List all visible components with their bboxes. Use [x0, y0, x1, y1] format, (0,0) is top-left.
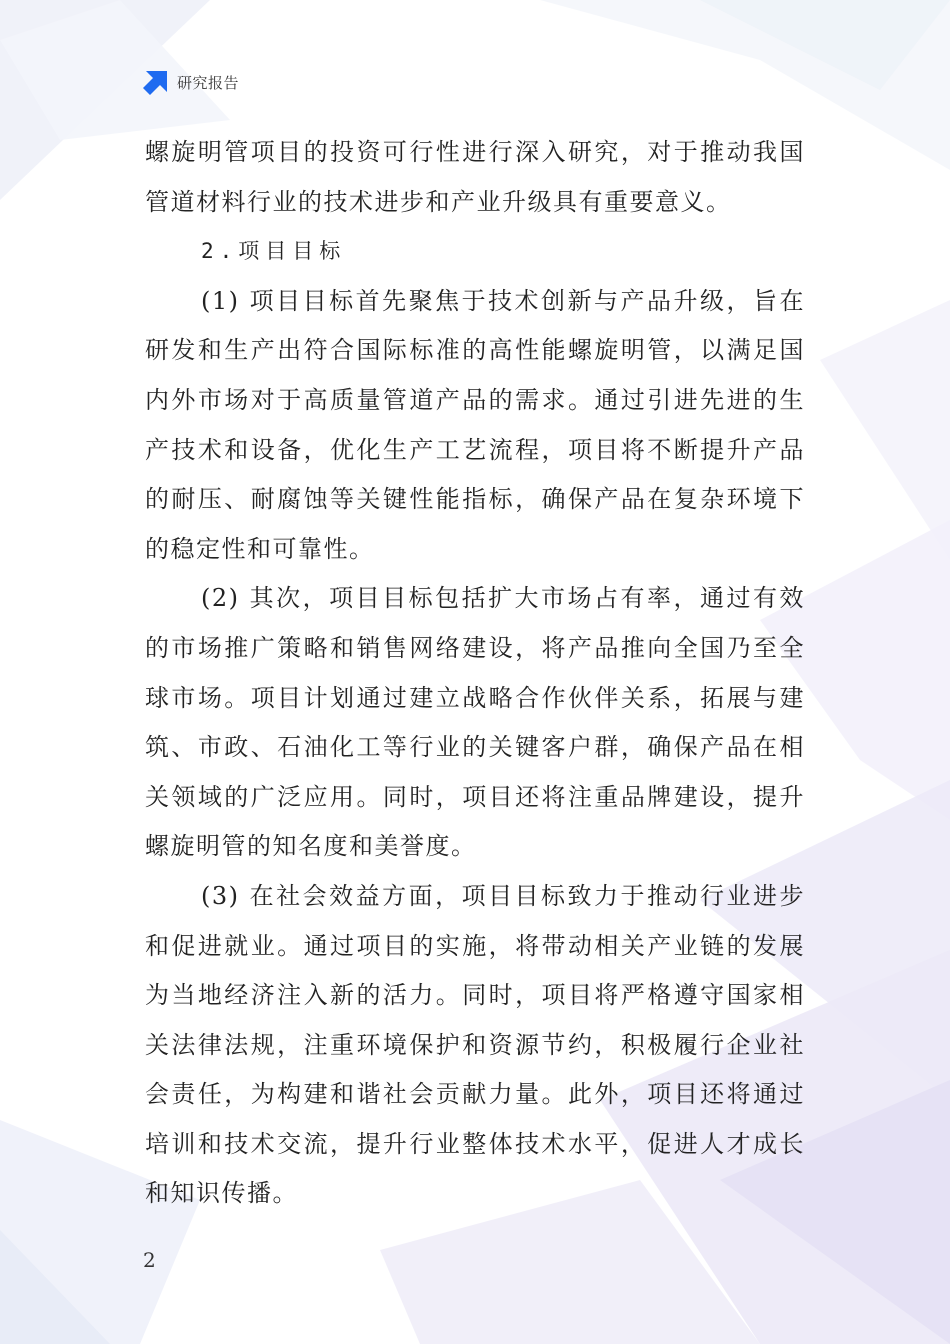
document-body [145, 128, 805, 1219]
paragraph-1: (1) 项目目标首先聚焦于技术创新与产品升级，旨在研发和生产出符合国际标准的高性能螺旋明管，以满足国内外市场对于高质量管道产品的需求。通过引进先进的生产技术和设备，优化生产工艺流程，项目将不断提升产品的耐压、耐腐蚀等关键性能指标，确保产品在复杂环境下的稳定性和可靠性。 [145, 286, 805, 563]
report-header [143, 68, 239, 96]
paragraph-2: (2) 其次，项目目标包括扩大市场占有率，通过有效的市场推广策略和销售网络建设，将产品推向全国乃至全球市场。项目计划通过建立战略合作伙伴关系，拓展与建筑、市政、石油化工等行业的关键客户群，确保产品在相关领域的广泛应用。同时，项目还将注重品牌建设，提升螺旋明管的知名度和美誉度。 [145, 584, 805, 861]
arrow-up-right-icon [143, 69, 169, 95]
page-number: 2 [143, 1248, 156, 1272]
intro-paragraph: 螺旋明管项目的投资可行性进行深入研究，对于推动我国管道材料行业的技术进步和产业升级具有重要意义。 [145, 138, 805, 216]
header-title: 研究报告 [177, 73, 240, 92]
section-heading: 2.项目目标 [201, 239, 347, 264]
paragraph-3: (3) 在社会效益方面，项目目标致力于推动行业进步和促进就业。通过项目的实施，将带动相关产业链的发展为当地经济注入新的活力。同时，项目将严格遵守国家相关法律法规，注重环境保护和资源节约，积极履行企业社会责任，为构建和谐社会贡献力量。此外，项目还将通过培训和技术交流，提升行业整体技术水平，促进人才成长和知识传播。 [145, 881, 805, 1208]
